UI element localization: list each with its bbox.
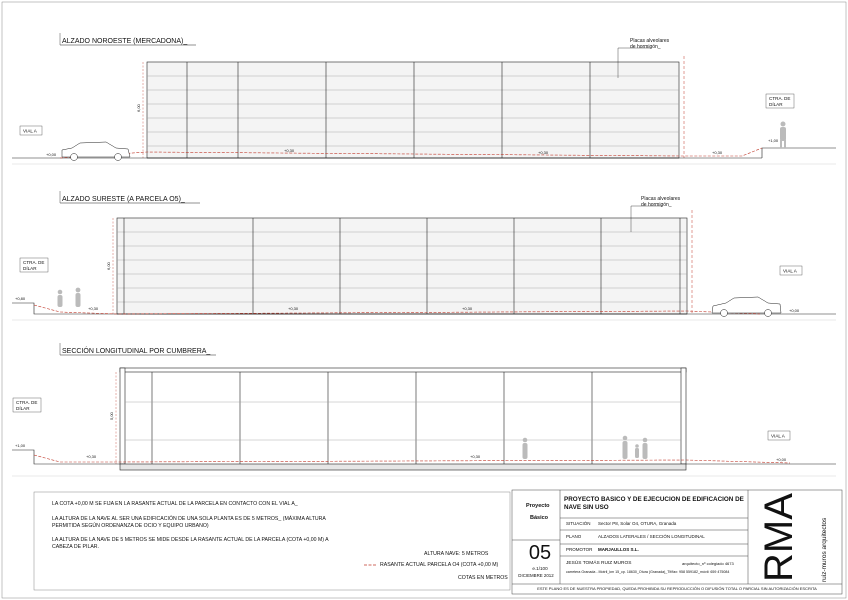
seccion-right-label: VIAL A [771,433,785,439]
note-3: LA ALTURA DE LA NAVE DE 5 METROS SE MIDE DESDE LA RASANTE ACTUAL DE LA PARCELA (COTA +0,00 M) A CABEZA DE PILAR. [52,537,329,550]
sureste-facade [117,218,687,314]
noroeste-level-left: +0,00 [46,152,57,157]
footer-notice: ESTE PLANO ES DE NUESTRA PROPIEDAD, QUEDA PROHIBIDA SU REPRODUCCIÓN O DIFUSIÓN TOTAL O PARCIAL SIN AUTORIZACIÓN ESCRITA [537,586,817,591]
noroeste-annotation-2: de hormigón_ [630,44,661,50]
seccion-level-left: +1,00 [15,443,26,448]
note-2: LA ALTURA DE LA NAVE AL SER UNA EDIFICACIÓN DE UNA SOLA PLANTA ES DE 5 METROS_ (MÁXIMA ALTURA PERMITIDA SEGÚN ORDENANZA DE OCIO Y EQUIPO URBANO) [52,516,326,529]
sureste-level-mid-2: +0,30 [462,306,473,311]
sureste-height: 6,00 [106,262,111,270]
sureste-left-label-1: CTRA. DE [23,260,45,265]
situacion-label: SITUACIÓN [566,521,591,526]
architect-address: carretera Granada - Motril_km 15_cp. 18630_Otura (Granada)_Tlf/fax: 958 559182_móvil: 659 475084 [566,570,730,574]
seccion-structure [120,368,686,464]
situacion-value: Sector P8, Solar O4, OTURA, Granada [598,521,677,526]
sureste-annotation-1: Placas alveolares [641,196,681,202]
seccion-height: 5,00 [109,412,114,420]
architect-name: JESÚS TOMÁS RUIZ MUROS [566,561,632,566]
legend-cotas: COTAS EN METROS [458,575,508,581]
promotor-label: PROMOTOR [566,547,593,552]
sureste-left-label-2: DÍLAR [23,266,37,271]
noroeste-level-right-top: +1,00 [768,138,779,143]
sheet-number: 05 [528,542,552,564]
sureste-level-left: +0,80 [15,296,26,301]
noroeste-height: 6,00 [136,104,141,112]
seccion-left-label-1: CTRA. DE [16,400,38,405]
sheet-date: DICIEMBRE 2012 [518,573,554,578]
architect-reg: arquitecto_nº colegiado 4673 [682,561,734,566]
seccion-level-mid-2: +0,30 [470,454,481,459]
noroeste-annotation-1: Placas alveolares [630,38,670,44]
sheet-scale: e.1/100 [532,566,548,571]
sureste-level-mid-1: +0,30 [288,306,299,311]
seccion-level-mid-1: +0,30 [86,454,97,459]
project-title: PROYECTO BASICO Y DE EJECUCION DE EDIFICACION DE NAVE SIN USO [564,496,744,511]
noroeste-level-mid-2: +0,30 [538,150,549,155]
alzado-sureste-title: ALZADO SURESTE (A PARCELA O5)_ [62,196,185,203]
note-1: LA COTA +0,00 M SE FIJA EN LA RASANTE ACTUAL DE LA PARCELA EN CONTACTO CON EL VIAL A_ [52,501,298,507]
promotor-value: MARJAULLOS S.L. [598,547,639,552]
seccion-people-icon [523,436,648,459]
sureste-right-label: VIAL A [783,268,797,274]
stage-label-1: Proyecto [526,503,550,509]
sureste-annotation-2: de hormigón_ [641,202,672,208]
seccion-title: SECCIÓN LONGITUDINAL POR CUMBRERA_ [62,348,211,355]
stage-label-2: Básico [530,515,549,521]
alzado-noroeste-title: ALZADO NOROESTE (MERCADONA)_ [62,38,188,45]
legend-altura: ALTURA NAVE: 5 METROS [424,551,489,557]
seccion-left-label-2: DÍLAR [16,406,30,411]
noroeste-facade [147,62,679,158]
plano-label: PLANO [566,534,582,539]
logo-text: RMA [757,493,801,582]
sureste-level-left-2: +0,30 [88,306,99,311]
legend-rasante: RASANTE ACTUAL PARCELA O4 (COTA +0,00 M) [380,562,499,568]
sureste-people-icon [58,288,81,307]
sureste-level-right: +0,00 [789,308,800,313]
plano-value: ALZADOS LATERALES / SECCIÓN LONGITUDINAL [598,534,705,539]
alzado-noroeste [12,33,836,164]
noroeste-person-icon [780,122,786,149]
noroeste-level-right: +0,30 [712,150,723,155]
noroeste-right-label-1: CTRA. DE [769,96,791,101]
seccion-level-right: +0,00 [776,457,787,462]
rma-logo [750,492,840,582]
logo-subtitle: ruiz-muros arquitectos [821,517,828,582]
seccion-longitudinal [12,343,836,476]
noroeste-left-label: VIAL A [23,128,37,134]
alzado-sureste [12,191,836,320]
noroeste-right-label-2: DÍLAR [769,102,783,107]
noroeste-level-mid-1: +0,30 [284,148,295,153]
